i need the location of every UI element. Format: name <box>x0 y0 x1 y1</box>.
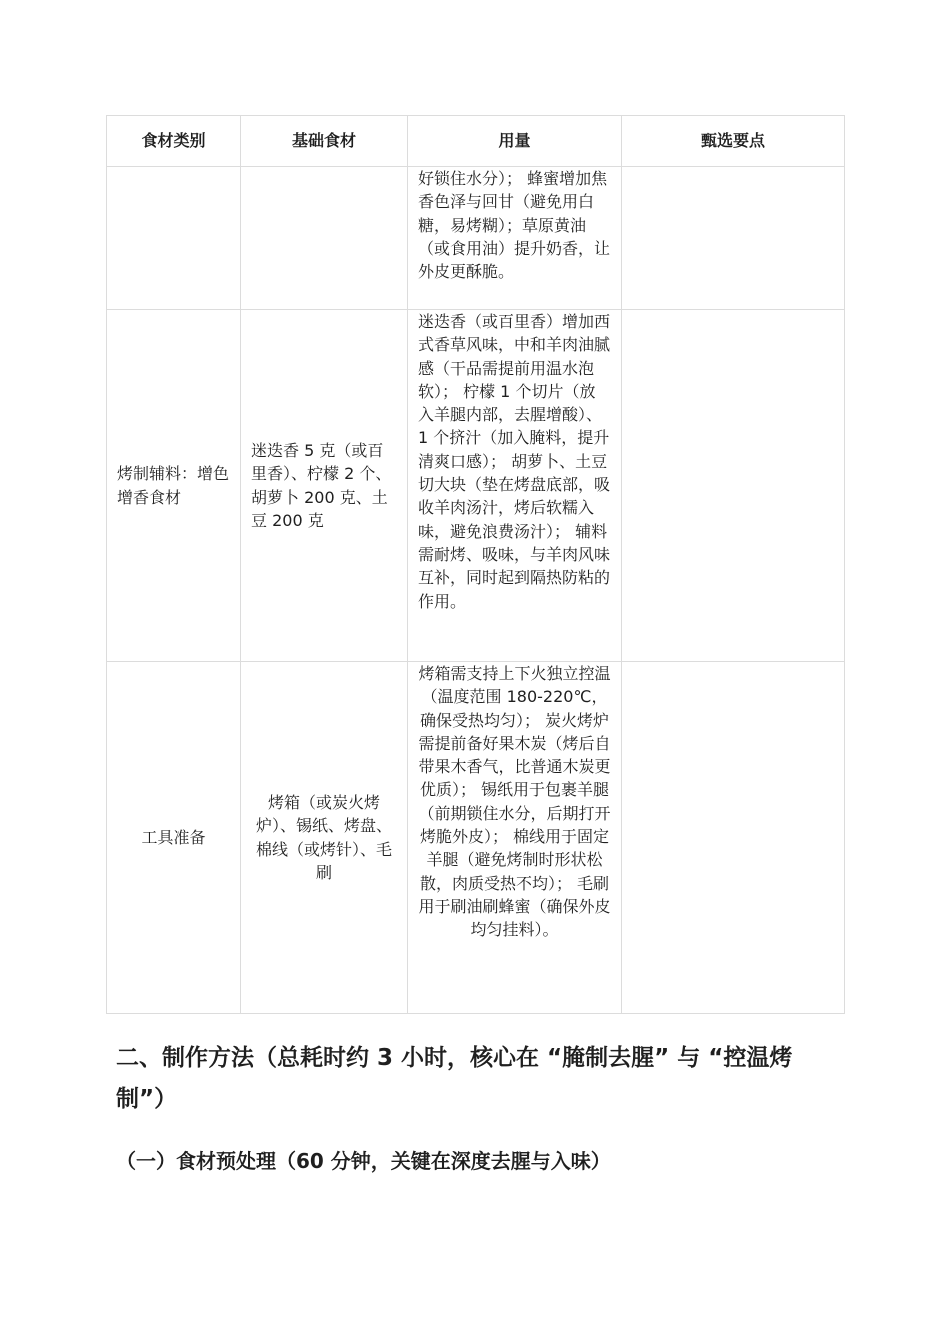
header-base-ingredients: 基础食材 <box>241 116 408 167</box>
header-amount: 用量 <box>408 116 622 167</box>
table-row <box>107 310 845 662</box>
header-selection-points: 甄选要点 <box>622 116 845 167</box>
cell-base: 迷迭香 5 克（或百里香）、柠檬 2 个、胡萝卜 200 克、土豆 200 克 <box>241 310 408 662</box>
cell-amount: 迷迭香（或百里香）增加西式香草风味，中和羊肉油腻感（干品需提前用温水泡软）； 柠檬 1 个切片（放入羊腿内部，去腥增酸）、1 个挤汁（加入腌料，提升清爽口感）； 胡萝卜、土豆切大块（垫在烤盘底部，吸收羊肉汤汁，烤后软糯入味，避免浪费汤汁）； 辅料需耐烤、吸味，与羊肉风味互补，同时起到隔热防粘的作用。 <box>408 310 622 662</box>
table-row <box>107 167 845 310</box>
cell-key <box>622 167 845 310</box>
cell-base: 烤箱（或炭火烤炉）、锡纸、烤盘、棉线（或烤针）、毛刷 <box>241 662 408 1014</box>
cell-key <box>622 662 845 1014</box>
cell-amount: 好锁住水分）； 蜂蜜增加焦香色泽与回甘（避免用白糖，易烤糊）；草原黄油（或食用油）提升奶香，让外皮更酥脆。 <box>408 167 622 310</box>
header-category: 食材类别 <box>107 116 241 167</box>
cell-base <box>241 167 408 310</box>
cell-key <box>622 310 845 662</box>
ingredients-table <box>106 115 845 1014</box>
cell-amount: 烤箱需支持上下火独立控温（温度范围 180-220℃，确保受热均匀）； 炭火烤炉需提前备好果木炭（烤后自带果木香气，比普通木炭更优质）； 锡纸用于包裹羊腿（前期锁住水分，后期打开烤脆外皮）； 棉线用于固定羊腿（避免烤制时形状松散，肉质受热不均）； 毛刷用于刷油刷蜂蜜（确保外皮均匀挂料）。 <box>408 662 622 1014</box>
table-header-row <box>107 116 845 167</box>
cell-category: 烤制辅料：增色增香食材 <box>107 310 241 662</box>
section-heading-method: 二、制作方法（总耗时约 3 小时，核心在 “腌制去腥” 与 “控温烤制”） <box>116 1045 793 1112</box>
table-row <box>107 662 845 1014</box>
cell-category: 工具准备 <box>107 662 241 1014</box>
cell-category <box>107 167 241 310</box>
subsection-heading-preprocessing: （一）食材预处理（60 分钟，关键在深度去腥与入味） <box>116 1149 611 1173</box>
